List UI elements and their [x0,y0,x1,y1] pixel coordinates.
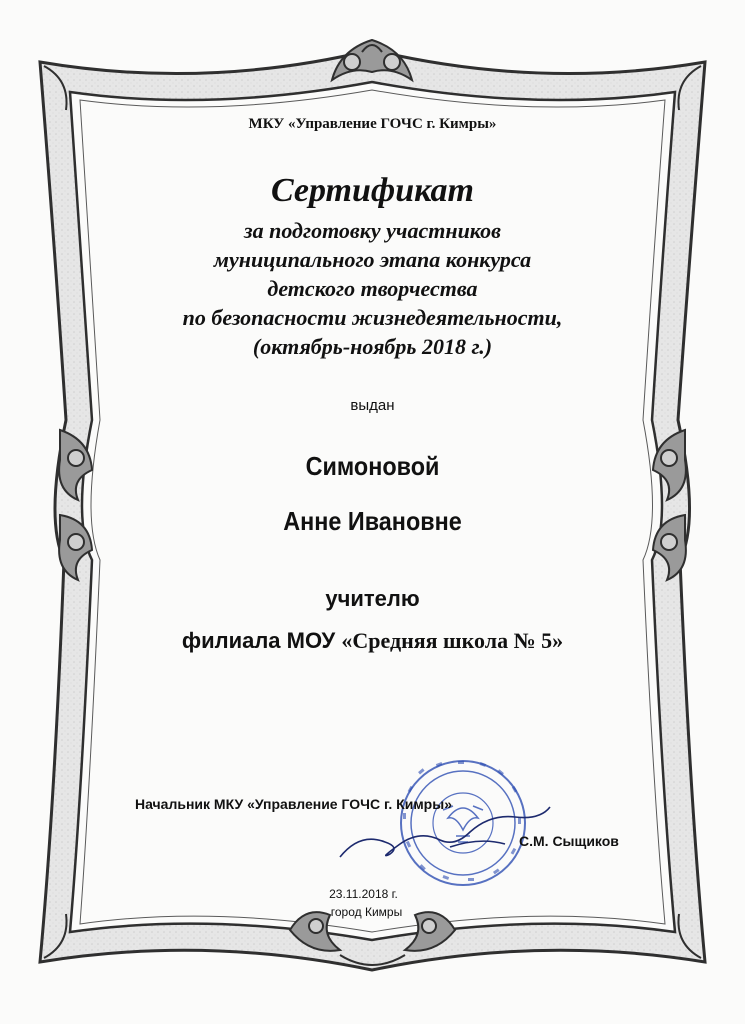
recipient-surname: Симоновой [305,451,440,481]
organization-header: МКУ «Управление ГОЧС г. Кимры» [248,116,497,132]
certificate-subtitle [0,216,745,361]
school-prefix: филиала МОУ [181,628,342,653]
certificate-title: Сертификат [271,172,474,209]
school-name: «Средняя школа № 5» [341,628,564,653]
recipient-school [0,628,745,654]
subtitle-line: муниципального этапа конкурса [213,247,532,272]
subtitle-line: (октябрь-ноябрь 2018 г.) [252,334,493,359]
issued-label: выдан [350,397,395,414]
subtitle-line: по безопасности жизнедеятельности, [182,305,563,330]
recipient-name: Анне Ивановне [283,506,462,536]
issue-date: 23.11.2018 г. [329,887,398,901]
signatory-role: Начальник МКУ «Управление ГОЧС г. Кимры» [135,796,452,812]
issue-city: город Кимры [330,905,403,919]
subtitle-line: за подготовку участников [244,218,501,243]
signatory-name: С.М. Сыщиков [519,833,619,849]
subtitle-line: детского творчества [267,276,478,301]
recipient-position: учителю [325,586,420,611]
